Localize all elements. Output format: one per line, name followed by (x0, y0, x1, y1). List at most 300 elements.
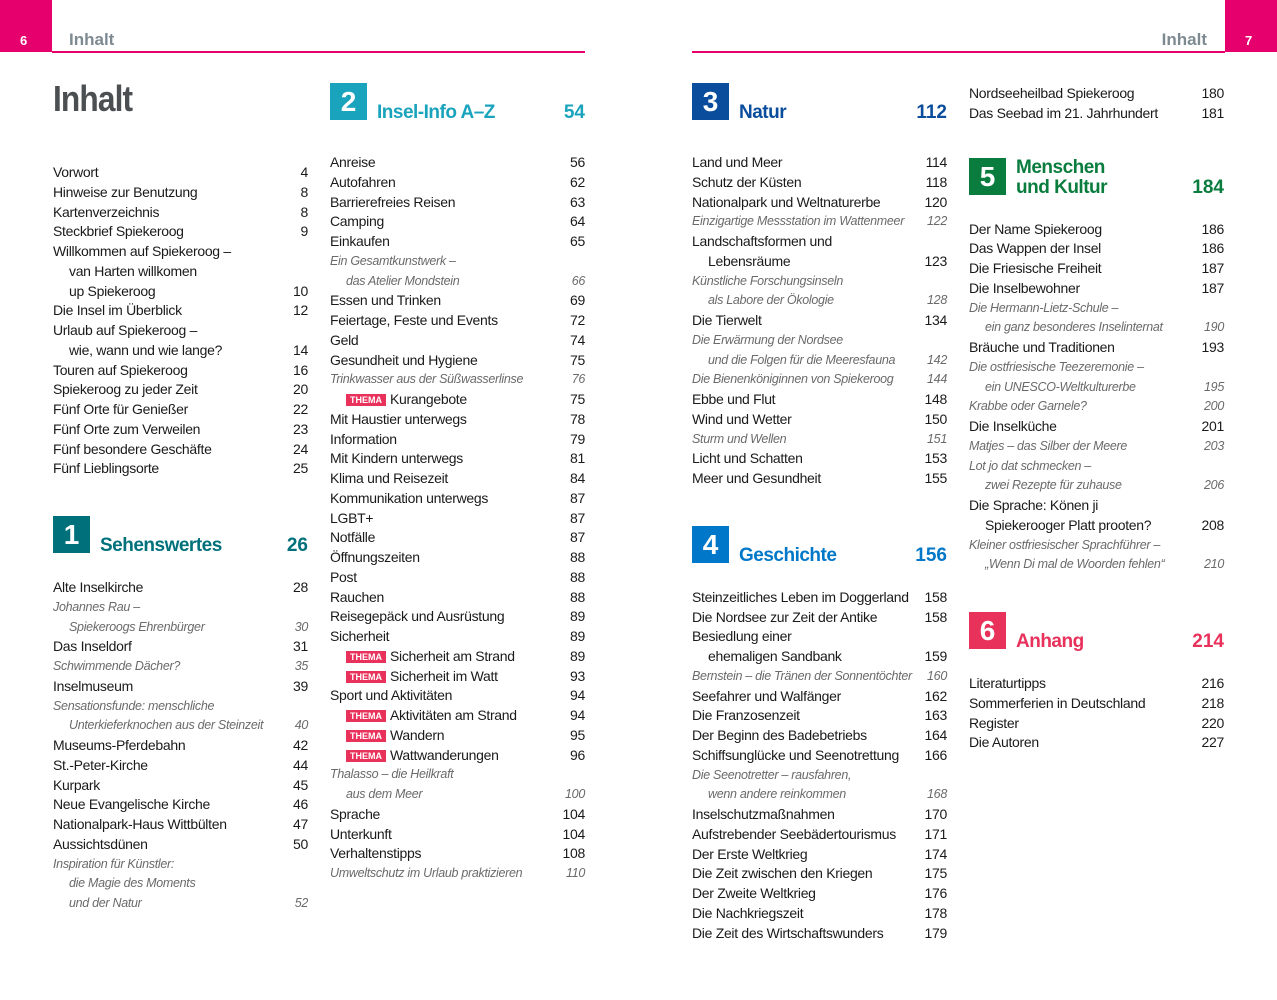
toc-entry-text: Spiekeroogs Ehrenbürger (69, 619, 205, 634)
toc-entry-label (330, 291, 441, 311)
toc-entry[interactable] (330, 726, 585, 746)
toc-entry-text: ein ganz besonderes Inselinternat (985, 320, 1163, 335)
toc-entry-page: 45 (293, 776, 308, 793)
toc-entry[interactable] (53, 361, 308, 381)
toc-entry-text: Schiffsunglücke und Seenotrettung (692, 746, 899, 763)
toc-entry[interactable] (330, 785, 585, 805)
toc-entry-label (346, 726, 444, 746)
toc-entry[interactable] (53, 262, 308, 282)
toc-entry[interactable] (692, 884, 947, 904)
toc-entry[interactable] (692, 805, 947, 825)
toc-entry[interactable] (692, 370, 947, 390)
section-4-entries (692, 588, 947, 944)
toc-entry-label (330, 351, 478, 371)
toc-entry-text: Touren auf Spiekeroog (53, 361, 188, 378)
section-title-line-2: und Kultur (1016, 176, 1108, 198)
toc-entry[interactable] (53, 282, 308, 302)
toc-entry[interactable] (969, 516, 1224, 536)
section-3-heading[interactable] (692, 83, 947, 123)
toc-entry-label (69, 716, 263, 736)
toc-entry-page: 39 (293, 677, 308, 694)
toc-entry[interactable] (330, 252, 585, 272)
toc-entry-text: Sicherheit am Strand (390, 647, 515, 664)
toc-entry[interactable] (969, 338, 1224, 358)
toc-entry-text: Notfälle (330, 529, 376, 546)
toc-entry[interactable] (969, 694, 1224, 714)
toc-entry[interactable] (969, 496, 1224, 516)
toc-entry-label (346, 647, 515, 667)
toc-entry[interactable] (692, 272, 947, 292)
section-page: 214 (1192, 631, 1224, 652)
toc-entry[interactable] (330, 805, 585, 825)
toc-entry[interactable] (692, 449, 947, 469)
toc-entry[interactable] (692, 252, 947, 272)
toc-entry-label (692, 608, 877, 628)
toc-entry-text: Trinkwasser aus der Süßwasserlinse (330, 372, 524, 387)
toc-entry[interactable] (53, 756, 308, 776)
toc-entry-label (692, 924, 883, 944)
toc-entry-text: Kommunikation unterwegs (330, 489, 489, 506)
toc-entry-text: Sturm und Wellen (692, 431, 787, 446)
toc-entry-text: Register (969, 714, 1019, 731)
toc-entry-text: zwei Rezepte für zuhause (985, 478, 1122, 493)
toc-entry-label (692, 430, 786, 450)
toc-entry[interactable] (53, 795, 308, 815)
toc-entry-text: Autofahren (330, 173, 396, 190)
toc-entry[interactable] (969, 397, 1224, 417)
toc-entry-label (330, 469, 448, 489)
toc-entry-page: 10 (293, 282, 308, 299)
toc-entry[interactable] (53, 301, 308, 321)
toc-entry-text: Schutz der Küsten (692, 173, 802, 190)
toc-entry[interactable] (692, 410, 947, 430)
toc-entry[interactable] (969, 84, 1224, 104)
toc-entry[interactable] (969, 358, 1224, 378)
toc-entry-label (53, 657, 180, 677)
toc-entry-page: 31 (293, 638, 308, 655)
toc-entry-label (692, 667, 912, 687)
toc-entry-text: Landschaftsformen und (692, 233, 833, 249)
toc-entry[interactable] (330, 746, 585, 766)
toc-entry-page: 166 (924, 746, 947, 763)
toc-entry-page: 158 (924, 588, 947, 605)
toc-entry-label (969, 733, 1039, 753)
toc-entry[interactable] (692, 608, 947, 628)
toc-entry-text: Die Hermann-Lietz-Schule – (969, 300, 1119, 315)
toc-entry[interactable] (969, 378, 1224, 398)
toc-entry[interactable] (53, 380, 308, 400)
toc-entry[interactable] (53, 242, 308, 262)
toc-entry[interactable] (53, 815, 308, 835)
toc-entry-page: 4 (300, 164, 308, 180)
toc-entry[interactable] (692, 766, 947, 786)
toc-entry[interactable] (692, 153, 947, 173)
toc-entry-page: 168 (927, 787, 947, 802)
toc-entry-text: Fünf Orte zum Verweilen (53, 420, 201, 437)
toc-entry[interactable] (53, 400, 308, 420)
toc-entry-text: Sprache (330, 805, 381, 822)
toc-entry[interactable] (330, 528, 585, 548)
toc-entry[interactable] (53, 657, 308, 677)
toc-entry-page: 208 (1201, 516, 1224, 533)
toc-entry[interactable] (53, 716, 308, 736)
toc-entry[interactable] (692, 390, 947, 410)
toc-entry-page: 144 (927, 372, 947, 387)
toc-entry-label (692, 766, 851, 786)
toc-entry-label (969, 239, 1101, 259)
toc-entry-text: Verhaltenstipps (330, 845, 422, 862)
toc-entry[interactable] (969, 674, 1224, 694)
toc-entry[interactable] (53, 222, 308, 242)
toc-entry[interactable] (969, 279, 1224, 299)
page-number-tab-right (1225, 0, 1277, 52)
toc-entry[interactable] (330, 212, 585, 232)
thema-badge: THEMA (346, 750, 386, 762)
toc-entry-text: Die Franzosenzeit (692, 707, 800, 724)
toc-entry-page: 69 (570, 292, 585, 309)
toc-entry-page: 195 (1204, 379, 1224, 394)
toc-entry[interactable] (969, 299, 1224, 319)
toc-entry-text: Das Inseldorf (53, 638, 132, 655)
toc-entry-label (346, 272, 459, 292)
toc-entry-page: 56 (570, 154, 585, 170)
toc-entry[interactable] (53, 578, 308, 598)
toc-entry-page: 78 (570, 410, 585, 427)
toc-entry[interactable] (330, 548, 585, 568)
toc-entry-text: Aktivitäten am Strand (390, 707, 517, 723)
toc-entry[interactable] (692, 924, 947, 944)
section-6-heading[interactable] (969, 612, 1224, 652)
toc-entry[interactable] (53, 459, 308, 479)
toc-entry-text: und der Natur (69, 896, 142, 910)
toc-entry-text: Thalasso – die Heilkraft (330, 767, 454, 782)
toc-entry[interactable] (692, 904, 947, 924)
toc-entry-page: 89 (570, 628, 585, 644)
toc-entry[interactable] (969, 457, 1224, 477)
toc-entry[interactable] (330, 607, 585, 627)
toc-entry[interactable] (692, 706, 947, 726)
toc-entry[interactable] (330, 311, 585, 331)
toc-entry-label (985, 318, 1163, 338)
toc-entry[interactable] (692, 825, 947, 845)
toc-entry-page: 123 (924, 252, 947, 269)
toc-entry-text: Wattwanderungen (390, 746, 499, 763)
toc-entry-text: Öffnungszeiten (330, 549, 420, 565)
toc-entry[interactable] (330, 864, 585, 884)
toc-entry[interactable] (692, 469, 947, 489)
toc-entry-page: 210 (1204, 557, 1224, 572)
toc-entry[interactable] (692, 430, 947, 450)
toc-entry-text: Krabbe oder Garnele? (969, 399, 1087, 414)
toc-entry[interactable] (330, 430, 585, 450)
toc-entry[interactable] (53, 677, 308, 697)
toc-entry-text: Seefahrer und Walfänger (692, 687, 842, 704)
toc-entry-label (692, 746, 899, 766)
toc-entry-text: Camping (330, 213, 384, 230)
toc-entry[interactable] (969, 239, 1224, 259)
toc-entry-text: Meer und Gesundheit (692, 470, 821, 486)
toc-entry-page: 178 (924, 904, 947, 921)
toc-entry-label (330, 627, 389, 647)
toc-entry[interactable] (330, 390, 585, 410)
toc-entry[interactable] (330, 844, 585, 864)
toc-entry-text: Die Autoren (969, 734, 1039, 751)
toc-entry-label (330, 825, 392, 845)
toc-entry[interactable] (969, 417, 1224, 437)
toc-entry[interactable] (692, 351, 947, 371)
toc-entry[interactable] (53, 697, 308, 717)
toc-entry-text: Die Friesische Freiheit (969, 260, 1102, 276)
toc-entry[interactable] (969, 104, 1224, 124)
toc-entry[interactable] (330, 193, 585, 213)
toc-entry[interactable] (330, 568, 585, 588)
toc-entry[interactable] (330, 765, 585, 785)
toc-entry-label (969, 437, 1127, 457)
toc-entry[interactable] (53, 736, 308, 756)
toc-entry-page: 176 (924, 885, 947, 901)
toc-entry[interactable] (330, 588, 585, 608)
toc-entry[interactable] (692, 647, 947, 667)
toc-entry-text: Matjes – das Silber der Meere (969, 438, 1128, 453)
toc-entry[interactable] (53, 637, 308, 657)
toc-entry[interactable] (53, 341, 308, 361)
thema-badge: THEMA (346, 394, 386, 406)
section-4-continued-entries (969, 84, 1224, 124)
toc-entry[interactable] (692, 785, 947, 805)
toc-entry-page: 62 (570, 173, 585, 190)
toc-entry-page: 96 (570, 746, 585, 763)
toc-entry[interactable] (330, 232, 585, 252)
toc-entry-page: 16 (293, 361, 308, 378)
toc-entry[interactable] (53, 598, 308, 618)
toc-entry-text: Steckbrief Spiekeroog (53, 223, 184, 240)
section-5-heading[interactable] (969, 158, 1224, 198)
toc-entry[interactable] (692, 588, 947, 608)
toc-entry-page: 88 (570, 568, 585, 585)
toc-entry[interactable] (330, 370, 585, 390)
toc-entry-text: Einkaufen (330, 233, 390, 249)
toc-entry-page: 23 (293, 420, 308, 437)
toc-entry-label (330, 568, 357, 588)
toc-entry-page: 47 (293, 816, 308, 832)
toc-entry-page: 64 (570, 213, 585, 230)
toc-entry[interactable] (330, 291, 585, 311)
toc-entry[interactable] (330, 667, 585, 687)
header-rule-left (52, 51, 585, 53)
toc-entry[interactable] (330, 489, 585, 509)
toc-entry-text: aus dem Meer (346, 787, 423, 801)
toc-entry[interactable] (53, 203, 308, 223)
toc-entry-label (692, 884, 816, 904)
section-4-heading[interactable] (692, 526, 947, 566)
section-title: Insel-Info A–Z (377, 102, 495, 123)
toc-entry[interactable] (330, 410, 585, 430)
toc-entry[interactable] (330, 647, 585, 667)
toc-entry-text: Reisegepäck und Ausrüstung (330, 608, 505, 625)
toc-entry-text: Die Nachkriegszeit (692, 904, 804, 921)
section-1-heading[interactable] (53, 516, 308, 556)
toc-entry-label (53, 459, 159, 479)
toc-entry-page: 84 (570, 470, 585, 486)
toc-entry[interactable] (53, 874, 308, 894)
toc-entry-page: 203 (1204, 438, 1224, 453)
toc-entry[interactable] (692, 193, 947, 213)
toc-entry[interactable] (692, 746, 947, 766)
toc-entry-page: 163 (924, 707, 947, 724)
toc-entry[interactable] (53, 420, 308, 440)
section-number-badge: 3 (692, 83, 729, 120)
toc-entry-page: 30 (294, 619, 308, 634)
toc-entry[interactable] (53, 835, 308, 855)
toc-entry-page: 187 (1201, 260, 1224, 276)
toc-entry-text: Anreise (330, 154, 376, 170)
toc-entry-label (53, 380, 198, 400)
toc-entry[interactable] (53, 894, 308, 914)
toc-entry-page: 186 (1201, 220, 1224, 237)
toc-entry[interactable] (53, 855, 308, 875)
toc-entry[interactable] (330, 272, 585, 292)
toc-entry[interactable] (330, 627, 585, 647)
toc-entry[interactable] (969, 220, 1224, 240)
toc-entry[interactable] (692, 845, 947, 865)
toc-entry-label (53, 222, 184, 242)
toc-entry-label (692, 706, 800, 726)
section-title: Natur (739, 102, 787, 123)
toc-entry[interactable] (969, 733, 1224, 753)
toc-entry[interactable] (330, 825, 585, 845)
toc-entry[interactable] (969, 555, 1224, 575)
toc-entry-text: und die Folgen für die Meeresfauna (708, 352, 896, 367)
toc-entry[interactable] (53, 776, 308, 796)
toc-entry-label (692, 588, 909, 608)
toc-entry-text: Fünf Orte für Genießer (53, 401, 189, 417)
toc-entry[interactable] (969, 476, 1224, 496)
toc-entry-page: 186 (1201, 240, 1224, 257)
toc-entry[interactable] (53, 163, 308, 183)
page-title: Inhalt (53, 78, 133, 119)
header-rule-right (692, 51, 1225, 53)
toc-entry-text: Hinweise zur Benutzung (53, 183, 198, 200)
toc-entry-page: 120 (924, 193, 947, 210)
toc-entry[interactable] (692, 726, 947, 746)
toc-entry-label (969, 84, 1134, 104)
toc-entry-page: 110 (565, 866, 585, 880)
toc-entry-page: 75 (570, 391, 585, 407)
toc-entry[interactable] (692, 311, 947, 331)
toc-entry-label (346, 706, 517, 726)
toc-entry[interactable] (330, 686, 585, 706)
toc-entry[interactable] (692, 627, 947, 647)
toc-entry-label (692, 627, 792, 647)
toc-entry-text: Der Zweite Weltkrieg (692, 885, 816, 901)
toc-entry[interactable] (330, 351, 585, 371)
toc-entry-text: Lot jo dat schmecken – (969, 458, 1091, 473)
toc-entry-label (708, 785, 846, 805)
toc-entry[interactable] (692, 173, 947, 193)
toc-entry[interactable] (53, 440, 308, 460)
toc-entry-text: Steinzeitliches Leben im Doggerland (692, 588, 909, 605)
toc-entry-page: 104 (562, 805, 585, 822)
toc-entry-label (692, 232, 832, 252)
section-page: 112 (916, 102, 947, 123)
toc-entry[interactable] (692, 667, 947, 687)
toc-entry[interactable] (53, 618, 308, 638)
toc-entry-page: 134 (924, 312, 947, 328)
toc-entry-text: Sensationsfunde: menschliche (53, 698, 215, 713)
toc-entry[interactable] (330, 153, 585, 173)
toc-entry-page: 75 (570, 351, 585, 368)
toc-entry-label (53, 203, 159, 223)
toc-entry-text: Die Seenotretter – rausfahren, (692, 767, 852, 782)
toc-entry-page: 200 (1204, 399, 1224, 414)
toc-entry-page: 175 (924, 865, 947, 882)
toc-entry[interactable] (53, 183, 308, 203)
toc-entry[interactable] (692, 232, 947, 252)
toc-entry[interactable] (969, 259, 1224, 279)
section-2-heading[interactable] (330, 83, 585, 123)
toc-column-2 (330, 83, 585, 884)
toc-entry-label (708, 252, 790, 272)
toc-entry-page: 14 (293, 341, 308, 358)
toc-entry[interactable] (969, 536, 1224, 556)
toc-entry-label (53, 242, 231, 262)
toc-entry-label (330, 686, 452, 706)
toc-entry-text: Einzigartige Messstation im Wattenmeer (692, 214, 905, 229)
toc-entry-label (330, 331, 358, 351)
toc-entry-page: 88 (570, 588, 585, 605)
toc-entry[interactable] (330, 449, 585, 469)
toc-entry-page: 216 (1201, 675, 1224, 691)
toc-entry[interactable] (969, 318, 1224, 338)
toc-entry[interactable] (330, 469, 585, 489)
section-1-entries (53, 578, 308, 914)
toc-entry-label (53, 855, 174, 875)
toc-entry-label (330, 430, 397, 450)
toc-entry[interactable] (692, 331, 947, 351)
toc-entry[interactable] (692, 687, 947, 707)
toc-entry-label (330, 765, 453, 785)
toc-entry-label (330, 805, 380, 825)
toc-entry-label (969, 397, 1087, 417)
toc-entry-text: Rauchen (330, 588, 384, 605)
toc-entry[interactable] (330, 706, 585, 726)
toc-entry[interactable] (330, 509, 585, 529)
toc-entry-text: Der Name Spiekeroog (969, 220, 1102, 237)
toc-entry-label (969, 220, 1102, 240)
toc-entry-text: Wandern (390, 726, 445, 743)
toc-entry-page: 201 (1201, 418, 1224, 434)
toc-entry-label (330, 844, 421, 864)
thema-badge: THEMA (346, 671, 386, 683)
toc-entry[interactable] (53, 321, 308, 341)
toc-entry[interactable] (969, 714, 1224, 734)
toc-entry[interactable] (692, 864, 947, 884)
toc-entry[interactable] (692, 212, 947, 232)
toc-entry[interactable] (692, 291, 947, 311)
section-page: 54 (563, 102, 585, 123)
toc-entry-label (692, 864, 872, 884)
toc-entry[interactable] (330, 331, 585, 351)
toc-entry-label (969, 259, 1101, 279)
toc-entry-text: Fünf Lieblingsorte (53, 460, 159, 477)
toc-entry-text: Licht und Schatten (692, 450, 803, 467)
toc-entry-text: Der Beginn des Badebetriebs (692, 727, 867, 743)
toc-entry-label (692, 825, 896, 845)
toc-column-3 (692, 83, 947, 943)
toc-entry[interactable] (330, 173, 585, 193)
toc-entry[interactable] (969, 437, 1224, 457)
toc-entry-text: Nationalpark-Haus Wittbülten (53, 816, 227, 832)
